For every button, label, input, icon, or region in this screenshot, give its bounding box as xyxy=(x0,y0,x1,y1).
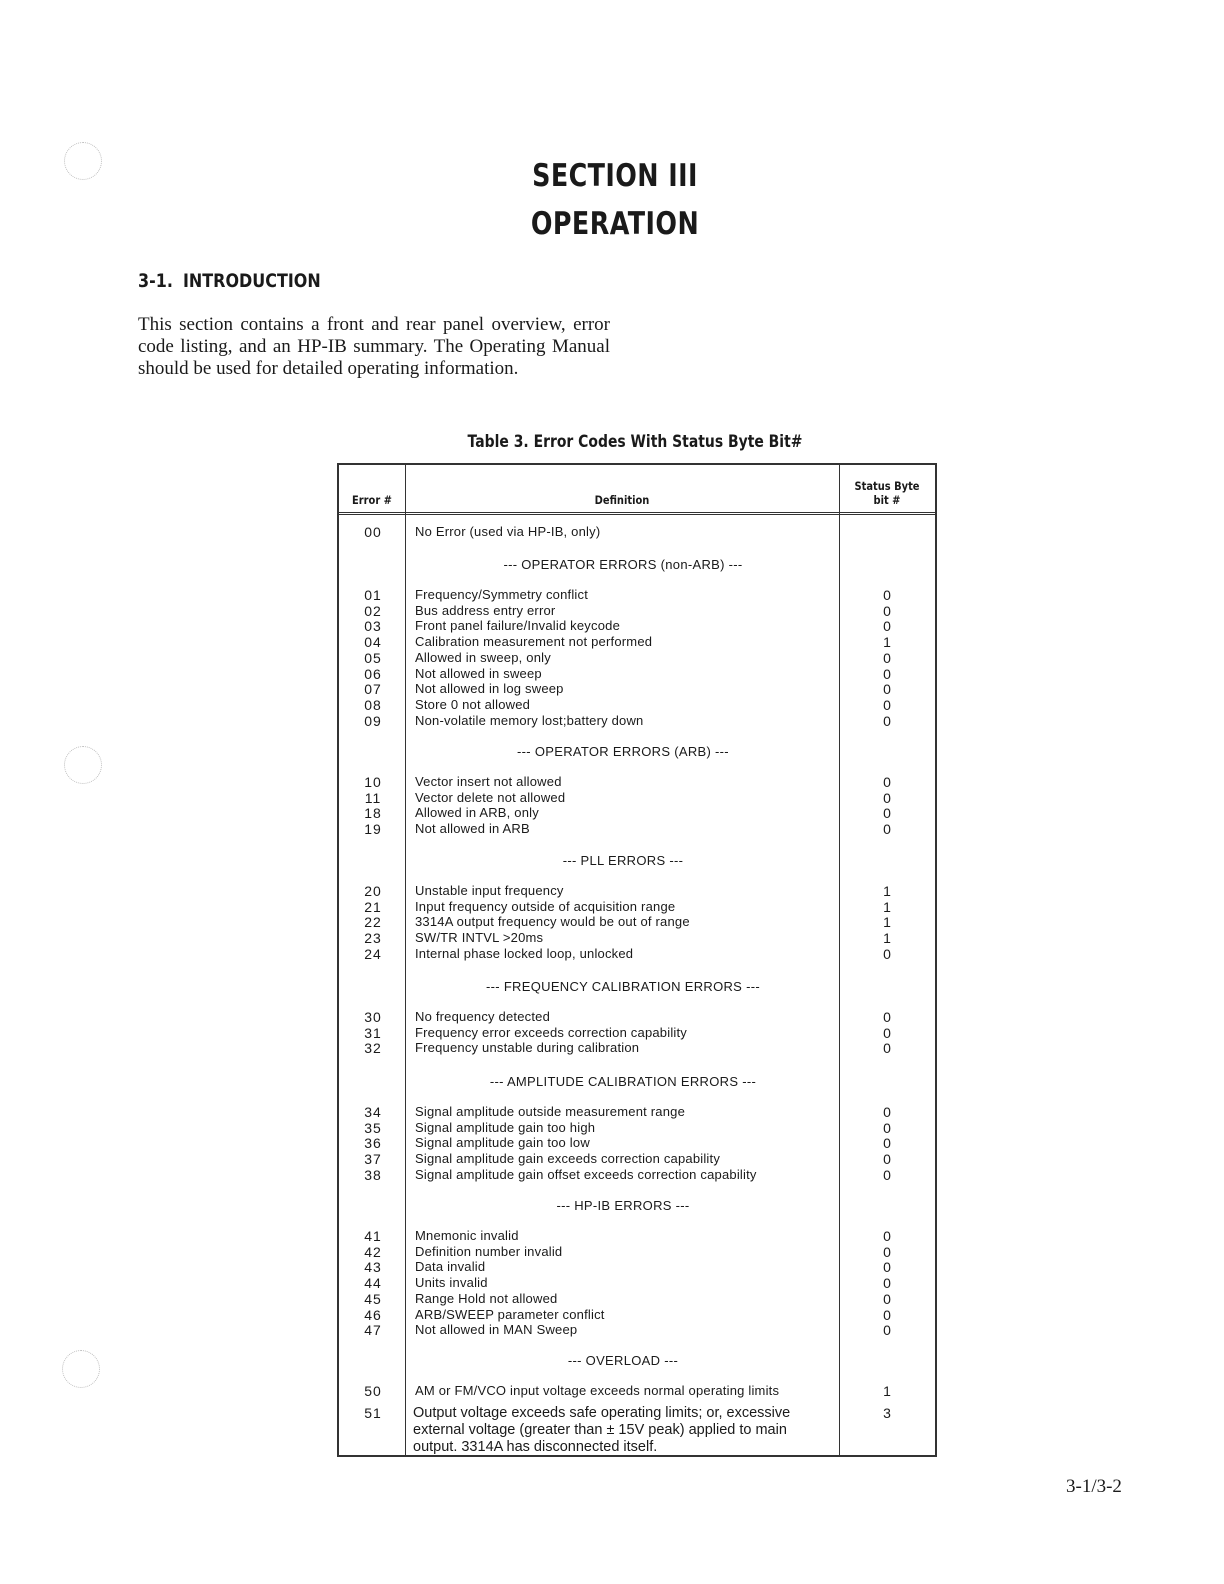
group-header: --- OPERATOR ERRORS (ARB) --- xyxy=(517,744,729,759)
table-row xyxy=(339,1009,935,1025)
status-bit: 1 xyxy=(883,930,891,947)
status-bit: 1 xyxy=(883,883,891,899)
error-code: 30 xyxy=(364,1009,382,1025)
page-number: 3-1/3-2 xyxy=(1066,1476,1122,1497)
error-code: 45 xyxy=(364,1290,382,1307)
error-code: 04 xyxy=(364,634,382,651)
error-definition: Signal amplitude outside measurement range xyxy=(415,1104,685,1119)
status-bit: 1 xyxy=(883,1383,891,1399)
table-row xyxy=(339,1383,935,1399)
status-bit: 0 xyxy=(883,696,891,713)
header-status-line2: bit # xyxy=(873,493,901,507)
error-definition: Calibration measurement not performed xyxy=(415,634,653,650)
table-row xyxy=(339,713,935,729)
table-row xyxy=(339,1167,935,1183)
status-bit: 0 xyxy=(883,602,891,619)
table-row xyxy=(339,1228,935,1244)
error-definition: Unstable input frequency xyxy=(415,883,564,898)
status-bit: 0 xyxy=(883,1243,891,1260)
error-code: 08 xyxy=(364,696,382,713)
error-code: 47 xyxy=(364,1322,382,1339)
table-row xyxy=(339,1120,935,1136)
group-header: --- AMPLITUDE CALIBRATION ERRORS --- xyxy=(489,1074,757,1089)
error-definition: Not allowed in log sweep xyxy=(415,681,564,697)
group-header: --- FREQUENCY CALIBRATION ERRORS --- xyxy=(486,979,760,994)
error-code: 05 xyxy=(364,649,382,666)
status-bit: 0 xyxy=(883,1040,891,1057)
error-code: 19 xyxy=(364,821,382,838)
error-code: 07 xyxy=(364,681,382,698)
error-definition: AM or FM/VCO input voltage exceeds normal operating limits xyxy=(415,1383,780,1398)
status-bit: 0 xyxy=(883,681,891,698)
table-row xyxy=(339,681,935,697)
table-row xyxy=(339,899,935,915)
status-bit: 0 xyxy=(883,1119,891,1136)
header-error: Error # xyxy=(352,493,392,507)
header-divider xyxy=(339,512,935,515)
error-code: 34 xyxy=(364,1104,382,1120)
error-definition: 3314A output frequency would be out of range xyxy=(415,914,690,930)
error-definition: Vector delete not allowed xyxy=(415,789,566,805)
error-code: 10 xyxy=(364,774,382,790)
status-bit: 0 xyxy=(883,789,891,806)
error-definition: Not allowed in sweep xyxy=(415,665,542,681)
error-definition: Store 0 not allowed xyxy=(415,696,531,712)
error-code: 03 xyxy=(364,618,382,635)
error-definition: Units invalid xyxy=(415,1275,488,1291)
error-definition: Input frequency outside of acquisition range xyxy=(415,898,676,914)
status-bit: 0 xyxy=(883,1104,891,1120)
error-definition: Mnemonic invalid xyxy=(415,1228,519,1243)
table-row xyxy=(339,774,935,790)
error-code: 22 xyxy=(364,914,382,931)
error-definition: Frequency unstable during calibration xyxy=(415,1040,640,1056)
table-row xyxy=(339,1244,935,1260)
table-row xyxy=(339,618,935,634)
binder-hole-middle xyxy=(64,746,102,784)
table-title: Table 3. Error Codes With Status Byte Bit# xyxy=(467,432,803,452)
table-row xyxy=(339,587,935,603)
status-bit: 3 xyxy=(883,1405,891,1421)
error-code: 32 xyxy=(364,1040,382,1057)
error-code: 35 xyxy=(364,1119,382,1136)
error-definition: Frequency/Symmetry conflict xyxy=(415,587,589,602)
status-bit: 0 xyxy=(883,1275,891,1292)
error-definition: Not allowed in ARB xyxy=(415,821,530,837)
table-row xyxy=(339,697,935,713)
table-row xyxy=(339,1040,935,1056)
table-row xyxy=(339,1151,935,1167)
error-code: 23 xyxy=(364,930,382,947)
status-bit: 1 xyxy=(883,914,891,931)
error-code: 11 xyxy=(364,789,382,806)
intro-heading xyxy=(138,270,321,292)
status-bit: 0 xyxy=(883,1259,891,1276)
table-row xyxy=(339,603,935,619)
table-row xyxy=(339,1405,935,1455)
table-row xyxy=(339,524,935,540)
error-code: 02 xyxy=(364,602,382,619)
status-bit: 0 xyxy=(883,1024,891,1041)
error-code: 20 xyxy=(364,883,382,899)
table-row xyxy=(339,914,935,930)
error-code: 44 xyxy=(364,1275,382,1292)
status-bit: 0 xyxy=(883,1228,891,1244)
error-code: 38 xyxy=(364,1166,382,1183)
table-row xyxy=(339,821,935,837)
heading-number: 3-1. xyxy=(138,270,173,292)
status-bit: 0 xyxy=(883,1151,891,1168)
status-bit: 0 xyxy=(883,945,891,962)
error-definition: Output voltage exceeds safe operating limits; or, excessive external voltage (greater than ± 15V peak) applied to main output. 3314A has disconnected itself. xyxy=(413,1405,791,1455)
error-definition: Front panel failure/Invalid keycode xyxy=(415,618,621,634)
table-row xyxy=(339,805,935,821)
table-row xyxy=(339,883,935,899)
header-definition: Definition xyxy=(594,493,650,507)
table-row xyxy=(339,1275,935,1291)
status-bit: 0 xyxy=(883,1009,891,1025)
group-header: --- OPERATOR ERRORS (non-ARB) --- xyxy=(503,557,743,572)
error-code: 50 xyxy=(364,1383,382,1399)
error-definition: SW/TR INTVL >20ms xyxy=(415,930,544,946)
binder-hole-bottom xyxy=(62,1350,100,1388)
status-bit: 0 xyxy=(883,1290,891,1307)
error-definition: Not allowed in MAN Sweep xyxy=(415,1322,578,1338)
status-bit: 0 xyxy=(883,712,891,729)
status-bit: 0 xyxy=(883,821,891,838)
error-definition: Vector insert not allowed xyxy=(415,774,562,789)
binder-hole-top xyxy=(64,142,102,180)
status-bit: 1 xyxy=(883,634,891,651)
status-bit: 1 xyxy=(883,898,891,915)
status-bit: 0 xyxy=(883,665,891,682)
status-bit: 0 xyxy=(883,1135,891,1152)
table-row xyxy=(339,1322,935,1338)
error-definition: Bus address entry error xyxy=(415,602,556,618)
status-bit: 0 xyxy=(883,649,891,666)
error-code: 31 xyxy=(364,1024,382,1041)
status-bit: 0 xyxy=(883,805,891,822)
error-code: 00 xyxy=(364,524,382,540)
group-header: --- HP-IB ERRORS --- xyxy=(556,1198,690,1213)
section-title: SECTION III xyxy=(532,158,698,194)
table-row xyxy=(339,1291,935,1307)
error-code: 41 xyxy=(364,1228,382,1244)
error-definition: Signal amplitude gain offset exceeds correction capability xyxy=(415,1166,757,1182)
status-bit: 0 xyxy=(883,587,891,603)
error-definition: No frequency detected xyxy=(415,1009,551,1024)
error-code: 51 xyxy=(364,1405,382,1421)
error-code: 01 xyxy=(364,587,382,603)
table-row xyxy=(339,1135,935,1151)
error-code: 46 xyxy=(364,1306,382,1323)
status-bit: 0 xyxy=(883,618,891,635)
error-code: 18 xyxy=(364,805,382,822)
table-row xyxy=(339,650,935,666)
error-code: 36 xyxy=(364,1135,382,1152)
error-code: 09 xyxy=(364,712,382,729)
error-definition: Range Hold not allowed xyxy=(415,1290,558,1306)
error-definition: Allowed in sweep, only xyxy=(415,649,551,665)
table-row xyxy=(339,1307,935,1323)
error-code: 43 xyxy=(364,1259,382,1276)
status-bit: 0 xyxy=(883,774,891,790)
table-row xyxy=(339,790,935,806)
table-row xyxy=(339,1259,935,1275)
error-definition: Signal amplitude gain too high xyxy=(415,1119,596,1135)
error-definition: Allowed in ARB, only xyxy=(415,805,539,821)
error-definition: Non-volatile memory lost;battery down xyxy=(415,712,644,728)
status-bit: 0 xyxy=(883,1306,891,1323)
header-status-line1: Status Byte xyxy=(854,479,920,493)
status-bit: 0 xyxy=(883,1322,891,1339)
error-code: 37 xyxy=(364,1151,382,1168)
error-definition: No Error (used via HP-IB, only) xyxy=(415,524,601,539)
group-header: --- PLL ERRORS --- xyxy=(562,853,684,868)
error-code: 06 xyxy=(364,665,382,682)
heading-text: INTRODUCTION xyxy=(182,270,321,292)
intro-paragraph: This section contains a front and rear panel overview, error code listing, and an HP-IB summary. The Operating Manual should be used for detailed operating information. xyxy=(138,314,610,379)
table-row xyxy=(339,1104,935,1120)
table-row xyxy=(339,930,935,946)
status-bit: 0 xyxy=(883,1166,891,1183)
table-row xyxy=(339,946,935,962)
error-definition: ARB/SWEEP parameter conflict xyxy=(415,1306,605,1322)
error-codes-table xyxy=(337,463,937,1457)
table-row xyxy=(339,666,935,682)
error-definition: Signal amplitude gain too low xyxy=(415,1135,590,1151)
table-row xyxy=(339,634,935,650)
table-row xyxy=(339,1025,935,1041)
error-definition: Frequency error exceeds correction capability xyxy=(415,1024,688,1040)
section-subtitle: OPERATION xyxy=(530,206,700,242)
error-definition: Data invalid xyxy=(415,1259,486,1275)
error-code: 42 xyxy=(364,1243,382,1260)
error-code: 24 xyxy=(364,945,382,962)
error-definition: Internal phase locked loop, unlocked xyxy=(415,945,634,961)
error-code: 21 xyxy=(364,898,382,915)
error-definition: Definition number invalid xyxy=(415,1243,563,1259)
group-header: --- OVERLOAD --- xyxy=(567,1353,679,1368)
error-definition: Signal amplitude gain exceeds correction capability xyxy=(415,1151,721,1167)
